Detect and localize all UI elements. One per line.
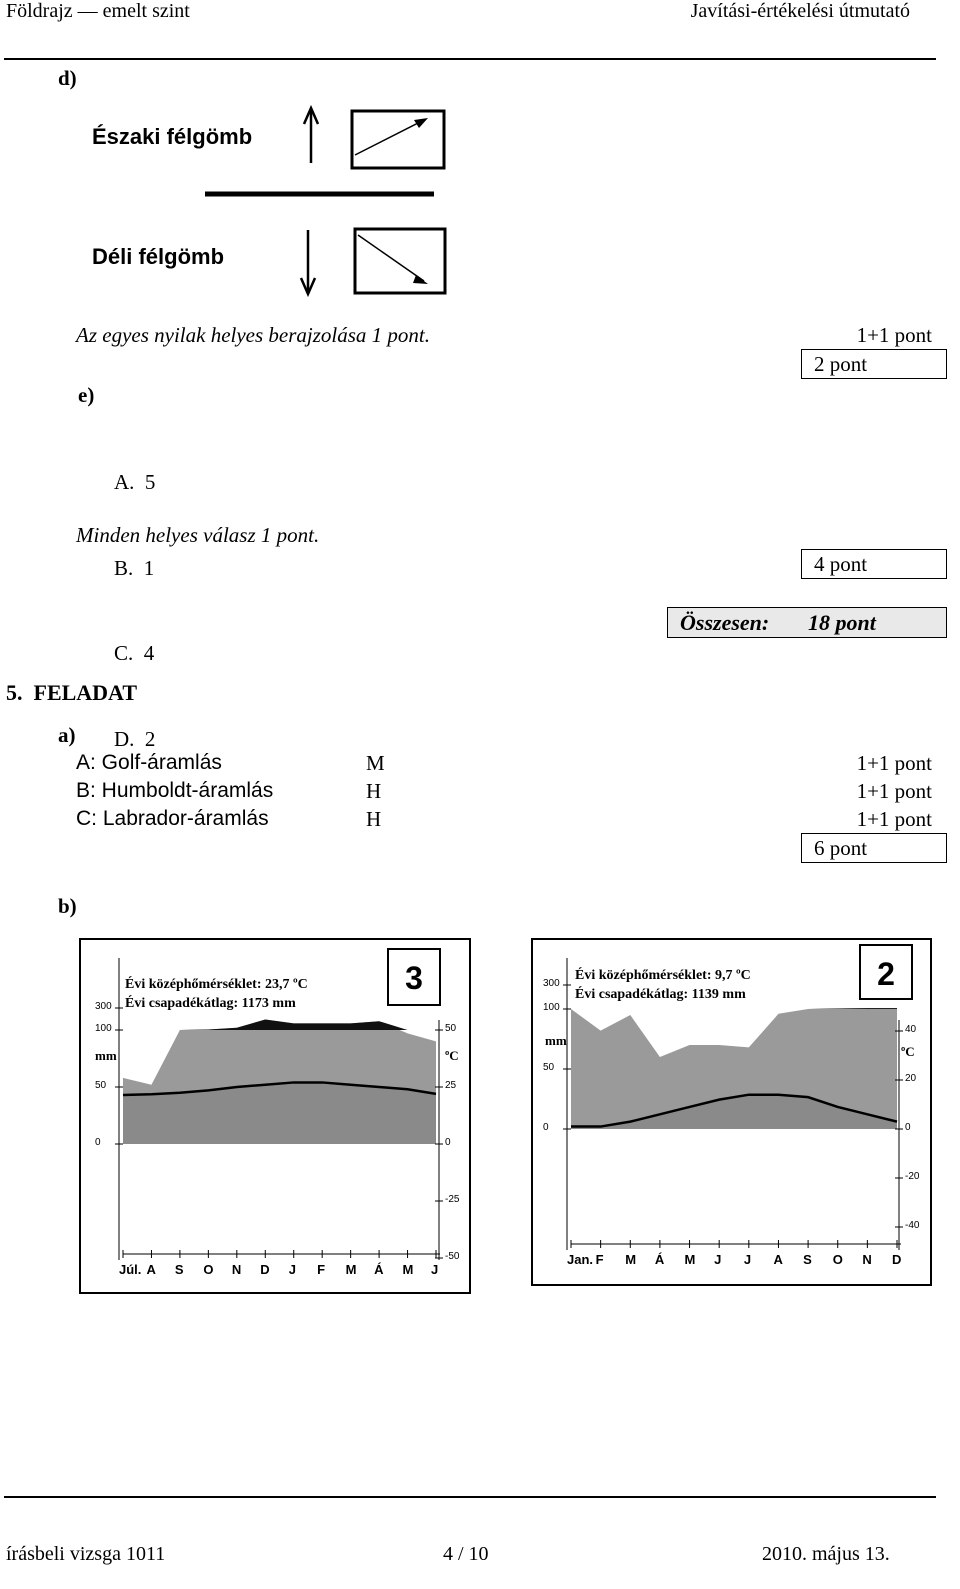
temp-tick-label: 25 bbox=[445, 1080, 457, 1091]
north-deflection-arrow-icon bbox=[355, 118, 428, 155]
month-label: M bbox=[345, 1262, 357, 1277]
chart-title-line1: Évi középhőmérséklet: 23,7 ºC bbox=[125, 977, 308, 992]
month-label: J bbox=[288, 1262, 296, 1277]
row-b-type: H bbox=[366, 779, 382, 803]
precipitation-excess-area bbox=[123, 1019, 436, 1030]
chart-title-line2: Évi csapadékátlag: 1139 mm bbox=[575, 987, 746, 1002]
month-label: Jan. bbox=[567, 1252, 594, 1267]
section-e-label: e) bbox=[78, 383, 95, 407]
header-left: Földrajz — emelt szint bbox=[6, 0, 190, 22]
footer-left: írásbeli vizsga 1011 bbox=[6, 1543, 166, 1565]
footer-center: 4 / 10 bbox=[443, 1543, 489, 1565]
task5-a-score-box: 6 pont bbox=[801, 833, 947, 863]
precip-tick-label: 300 bbox=[543, 978, 560, 989]
footer-right: 2010. május 13. bbox=[762, 1543, 890, 1565]
month-label: Á bbox=[654, 1252, 665, 1267]
precip-tick-label: 50 bbox=[543, 1062, 555, 1073]
row-b-name: B: Humboldt-áramlás bbox=[76, 779, 274, 802]
e-answers bbox=[114, 411, 155, 782]
summary-box bbox=[667, 607, 947, 638]
precip-tick-label: 300 bbox=[95, 1001, 112, 1012]
section-d-label: d) bbox=[58, 66, 77, 90]
d-score-box: 2 pont bbox=[801, 349, 947, 379]
month-label: S bbox=[174, 1262, 184, 1277]
temp-tick-label: 0 bbox=[905, 1122, 911, 1133]
temp-tick-label: 40 bbox=[905, 1024, 917, 1035]
temp-tick-label: 20 bbox=[905, 1073, 917, 1084]
month-label: S bbox=[803, 1252, 812, 1267]
row-a-type: M bbox=[366, 751, 385, 775]
row-a-points: 1+1 pont bbox=[856, 751, 932, 775]
month-label: M bbox=[402, 1262, 414, 1277]
month-label: A bbox=[773, 1252, 783, 1267]
temp-unit: ºC bbox=[445, 1048, 459, 1063]
climate-chart-3 bbox=[79, 938, 471, 1294]
e-note: Minden helyes válasz 1 pont. bbox=[76, 523, 320, 547]
chart-title-line1: Évi középhőmérséklet: 9,7 ºC bbox=[575, 968, 751, 983]
month-label: D bbox=[892, 1252, 902, 1267]
south-down-arrow-icon bbox=[301, 230, 315, 294]
south-deflection-arrow-icon bbox=[358, 235, 428, 284]
summary-value: 18 pont bbox=[808, 610, 876, 635]
answer-d: D. 2 bbox=[114, 726, 156, 751]
temp-tick-label: -25 bbox=[445, 1194, 460, 1205]
precipitation-excess-area bbox=[571, 1008, 897, 1009]
answer-c: C. 4 bbox=[114, 641, 155, 665]
month-label: J bbox=[714, 1252, 722, 1267]
month-label: Júl. bbox=[119, 1262, 142, 1277]
row-c-points: 1+1 pont bbox=[856, 807, 932, 831]
row-a-name: A: Golf-áramlás bbox=[76, 751, 222, 774]
d-note: Az egyes nyilak helyes berajzolása 1 pont. bbox=[76, 323, 431, 347]
month-label: J bbox=[431, 1262, 439, 1277]
summary-label: Összesen: bbox=[680, 610, 770, 635]
temp-tick-label: -50 bbox=[445, 1251, 460, 1262]
north-hemisphere-label: Északi félgömb bbox=[92, 124, 253, 149]
answer-b: B. 1 bbox=[114, 555, 155, 580]
answer-a: A. 5 bbox=[114, 470, 156, 494]
chart-title-line2: Évi csapadékátlag: 1173 mm bbox=[125, 996, 296, 1011]
month-label: O bbox=[832, 1252, 843, 1267]
d-score-each: 1+1 pont bbox=[856, 323, 932, 347]
temp-tick-label: -20 bbox=[905, 1171, 920, 1182]
temp-tick-label: -40 bbox=[905, 1220, 920, 1231]
row-b-points: 1+1 pont bbox=[856, 779, 932, 803]
month-label: M bbox=[625, 1252, 637, 1267]
month-label: F bbox=[595, 1252, 604, 1267]
precip-tick-label: 50 bbox=[95, 1080, 107, 1091]
precip-tick-label: 0 bbox=[95, 1137, 101, 1148]
month-label: J bbox=[743, 1252, 752, 1267]
north-box bbox=[352, 111, 444, 168]
chart-number: 2 bbox=[859, 944, 913, 1000]
north-up-arrow-icon bbox=[304, 108, 318, 163]
task5-a-label: a) bbox=[58, 723, 76, 747]
footer-rule bbox=[4, 1496, 936, 1498]
month-label: D bbox=[260, 1262, 270, 1277]
south-box bbox=[355, 229, 445, 293]
month-label: F bbox=[317, 1262, 326, 1277]
row-c-type: H bbox=[366, 807, 382, 831]
precip-unit: mm bbox=[95, 1048, 117, 1063]
precip-tick-label: 100 bbox=[543, 1002, 560, 1013]
month-label: A bbox=[146, 1262, 156, 1277]
temp-unit: ºC bbox=[901, 1044, 915, 1059]
precip-tick-label: 100 bbox=[95, 1023, 112, 1034]
precip-unit: mm bbox=[545, 1033, 567, 1048]
chart-number: 3 bbox=[387, 948, 441, 1006]
task5-b-label: b) bbox=[58, 894, 77, 918]
e-score-box: 4 pont bbox=[801, 549, 947, 579]
temp-tick-label: 50 bbox=[445, 1023, 457, 1034]
climate-chart-2 bbox=[531, 938, 932, 1286]
month-label: N bbox=[231, 1262, 242, 1277]
month-label: Á bbox=[374, 1262, 384, 1277]
temp-tick-label: 0 bbox=[445, 1137, 451, 1148]
header-right: Javítási-értékelési útmutató bbox=[690, 0, 910, 22]
month-label: O bbox=[203, 1262, 214, 1277]
coriolis-diagram bbox=[0, 0, 960, 320]
month-label: N bbox=[862, 1252, 872, 1267]
precip-tick-label: 0 bbox=[543, 1122, 549, 1133]
row-c-name: C: Labrador-áramlás bbox=[76, 807, 269, 830]
task5-title: 5. FELADAT bbox=[6, 680, 137, 705]
south-hemisphere-label: Déli félgömb bbox=[92, 244, 225, 269]
month-label: M bbox=[684, 1252, 696, 1267]
